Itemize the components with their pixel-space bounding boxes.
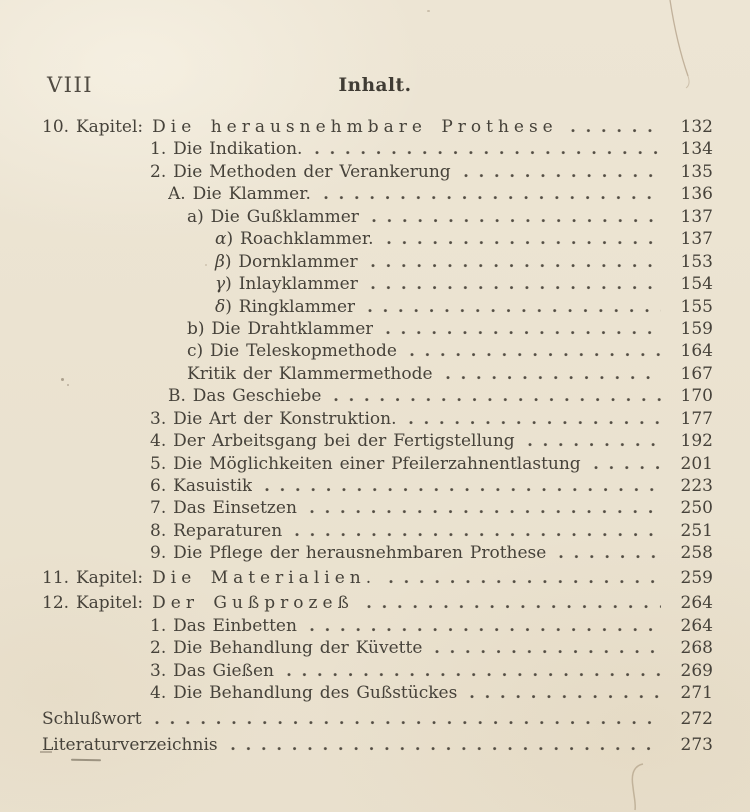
toc-entry-title: 7. Das Einsetzen	[150, 498, 297, 519]
toc-row	[42, 183, 713, 205]
toc-row	[42, 251, 713, 273]
toc-page-number: 132	[680, 117, 713, 137]
toc-page-number: 159	[680, 318, 713, 339]
toc-row	[42, 497, 713, 519]
dot-leader	[328, 385, 661, 407]
greek-letter: δ	[215, 296, 226, 317]
toc-row	[42, 273, 713, 295]
toc-page-number: 250	[680, 498, 713, 519]
toc-page-number: 164	[680, 341, 713, 362]
dot-leader	[404, 340, 661, 362]
toc-entry-title: ) Roachklammer.	[226, 229, 374, 250]
toc-page-number: 251	[680, 520, 713, 541]
dot-leader	[403, 408, 661, 430]
toc-entry-title: Literaturverzeichnis	[42, 735, 218, 755]
toc-entry-title: Kritik der Klammermethode	[187, 363, 433, 384]
toc-page-number: 170	[680, 386, 713, 407]
toc-entry-title: ) Inlayklammer	[225, 274, 358, 295]
dot-leader	[380, 318, 661, 340]
toc-entry-title: Die Materialien.	[152, 568, 377, 589]
toc-row	[42, 453, 713, 475]
toc-row	[42, 363, 713, 385]
dot-leader	[553, 542, 661, 564]
toc-page-number: 137	[680, 229, 713, 250]
dot-leader	[588, 453, 661, 475]
toc-page-number: 223	[680, 476, 713, 496]
greek-letter: β	[215, 251, 225, 272]
dot-leader	[565, 116, 661, 138]
toc-page-number: 192	[680, 431, 713, 452]
toc-page-number: 136	[680, 184, 713, 205]
toc-row	[42, 296, 713, 318]
toc-page-number: 155	[680, 296, 713, 317]
toc-row	[42, 385, 713, 407]
toc-chapter-prefix: 11. Kapitel:	[42, 568, 144, 589]
toc-entry-title: a) Die Gußklammer	[187, 206, 359, 227]
toc-entry-title: 3. Das Gießen	[150, 660, 274, 681]
dot-leader	[318, 183, 661, 205]
dot-leader	[281, 660, 661, 682]
toc-page-number: 264	[680, 593, 713, 614]
toc-page-number: 153	[680, 251, 713, 272]
page-header	[0, 72, 750, 98]
toc-row	[42, 592, 713, 614]
greek-letter: α	[215, 229, 227, 250]
dot-leader	[304, 497, 661, 519]
toc-row	[42, 615, 713, 637]
dot-leader	[309, 138, 661, 160]
dot-leader	[429, 637, 661, 659]
dot-leader	[464, 682, 661, 704]
toc-entry-title: 2. Die Behandlung der Küvette	[150, 638, 423, 659]
toc-page-number: 264	[680, 615, 713, 636]
toc-entry-title: 4. Der Arbeitsgang bei der Fertigstellung	[150, 431, 515, 452]
toc-row	[42, 116, 713, 138]
toc-entry-title: Der Gußprozeß	[152, 593, 354, 614]
dot-leader	[458, 161, 661, 183]
ink-smudge-artifact	[71, 759, 101, 762]
toc-entry-title: 9. Die Pflege der herausnehmbaren Prothese	[150, 543, 547, 564]
toc-entry-title: 8. Reparaturen	[150, 520, 283, 541]
toc-row	[42, 567, 713, 589]
page-number-roman: VIII	[47, 73, 94, 97]
toc-entry-title: b) Die Drahtklammer	[187, 318, 374, 339]
dot-leader	[225, 734, 661, 756]
toc-page-number: 271	[680, 682, 713, 703]
table-of-contents	[42, 116, 713, 756]
greek-letter: γ	[215, 274, 226, 295]
toc-entry-title: 1. Die Indikation.	[150, 139, 303, 160]
toc-page-number: 272	[680, 708, 713, 729]
dot-leader	[522, 430, 661, 452]
toc-chapter-prefix: 12. Kapitel:	[42, 593, 144, 614]
dot-leader	[304, 615, 661, 637]
toc-row	[42, 138, 713, 160]
toc-row	[42, 340, 713, 362]
toc-entry-title: c) Die Teleskopmethode	[187, 341, 397, 362]
toc-entry-title: 2. Die Methoden der Verankerung	[150, 161, 451, 182]
toc-page-number: 135	[680, 161, 713, 182]
toc-row	[42, 542, 713, 564]
dot-leader	[289, 520, 661, 542]
toc-row	[42, 520, 713, 542]
toc-page-number: 273	[680, 735, 713, 755]
toc-entry-title: Schlußwort	[42, 708, 142, 729]
toc-row	[42, 161, 713, 183]
toc-page-number: 154	[680, 274, 713, 295]
dot-leader	[381, 228, 662, 250]
toc-page-number: 258	[680, 543, 713, 564]
toc-row	[42, 408, 713, 430]
toc-row	[42, 708, 713, 730]
toc-entry-title: 3. Die Art der Konstruktion.	[150, 408, 397, 429]
toc-page-number: 201	[680, 453, 713, 474]
toc-entry-title: 5. Die Möglichkeiten einer Pfeilerzahnentlastung	[150, 453, 581, 474]
dot-leader	[365, 273, 661, 295]
toc-page-number: 134	[680, 139, 713, 160]
dot-leader	[149, 708, 661, 730]
toc-entry-title: 1. Das Einbetten	[150, 615, 297, 636]
toc-row	[42, 228, 713, 250]
paper-speck-artifact	[427, 10, 430, 12]
dot-leader	[259, 475, 661, 497]
toc-row	[42, 682, 713, 704]
toc-entry-title: 4. Die Behandlung des Gußstückes	[150, 682, 458, 703]
toc-entry-title: 6. Kasuistik	[150, 476, 253, 496]
dot-leader	[440, 363, 661, 385]
toc-entry-title: ) Dornklammer	[224, 251, 358, 272]
dot-leader	[362, 296, 661, 318]
toc-row	[42, 475, 713, 497]
toc-page-number: 167	[680, 363, 713, 384]
toc-entry-title: ) Ringklammer	[225, 296, 356, 317]
toc-row	[42, 430, 713, 452]
toc-entry-title: Die herausnehmbare Prothese	[152, 117, 558, 137]
toc-page-number: 259	[680, 568, 713, 589]
toc-row	[42, 637, 713, 659]
toc-page-number: 269	[680, 660, 713, 681]
toc-page-number: 137	[680, 206, 713, 227]
toc-entry-title: B. Das Geschiebe	[168, 386, 322, 407]
dot-leader	[383, 567, 661, 589]
toc-page-number: 268	[680, 638, 713, 659]
dot-leader	[365, 251, 661, 273]
toc-chapter-prefix: 10. Kapitel:	[42, 117, 144, 137]
dot-leader	[361, 592, 661, 614]
page-title: Inhalt.	[338, 75, 412, 96]
toc-entry-title: A. Die Klammer.	[168, 184, 311, 205]
toc-row	[42, 734, 713, 756]
toc-row	[42, 206, 713, 228]
toc-row	[42, 660, 713, 682]
toc-row	[42, 318, 713, 340]
toc-page-number: 177	[680, 408, 713, 429]
dot-leader	[366, 206, 661, 228]
